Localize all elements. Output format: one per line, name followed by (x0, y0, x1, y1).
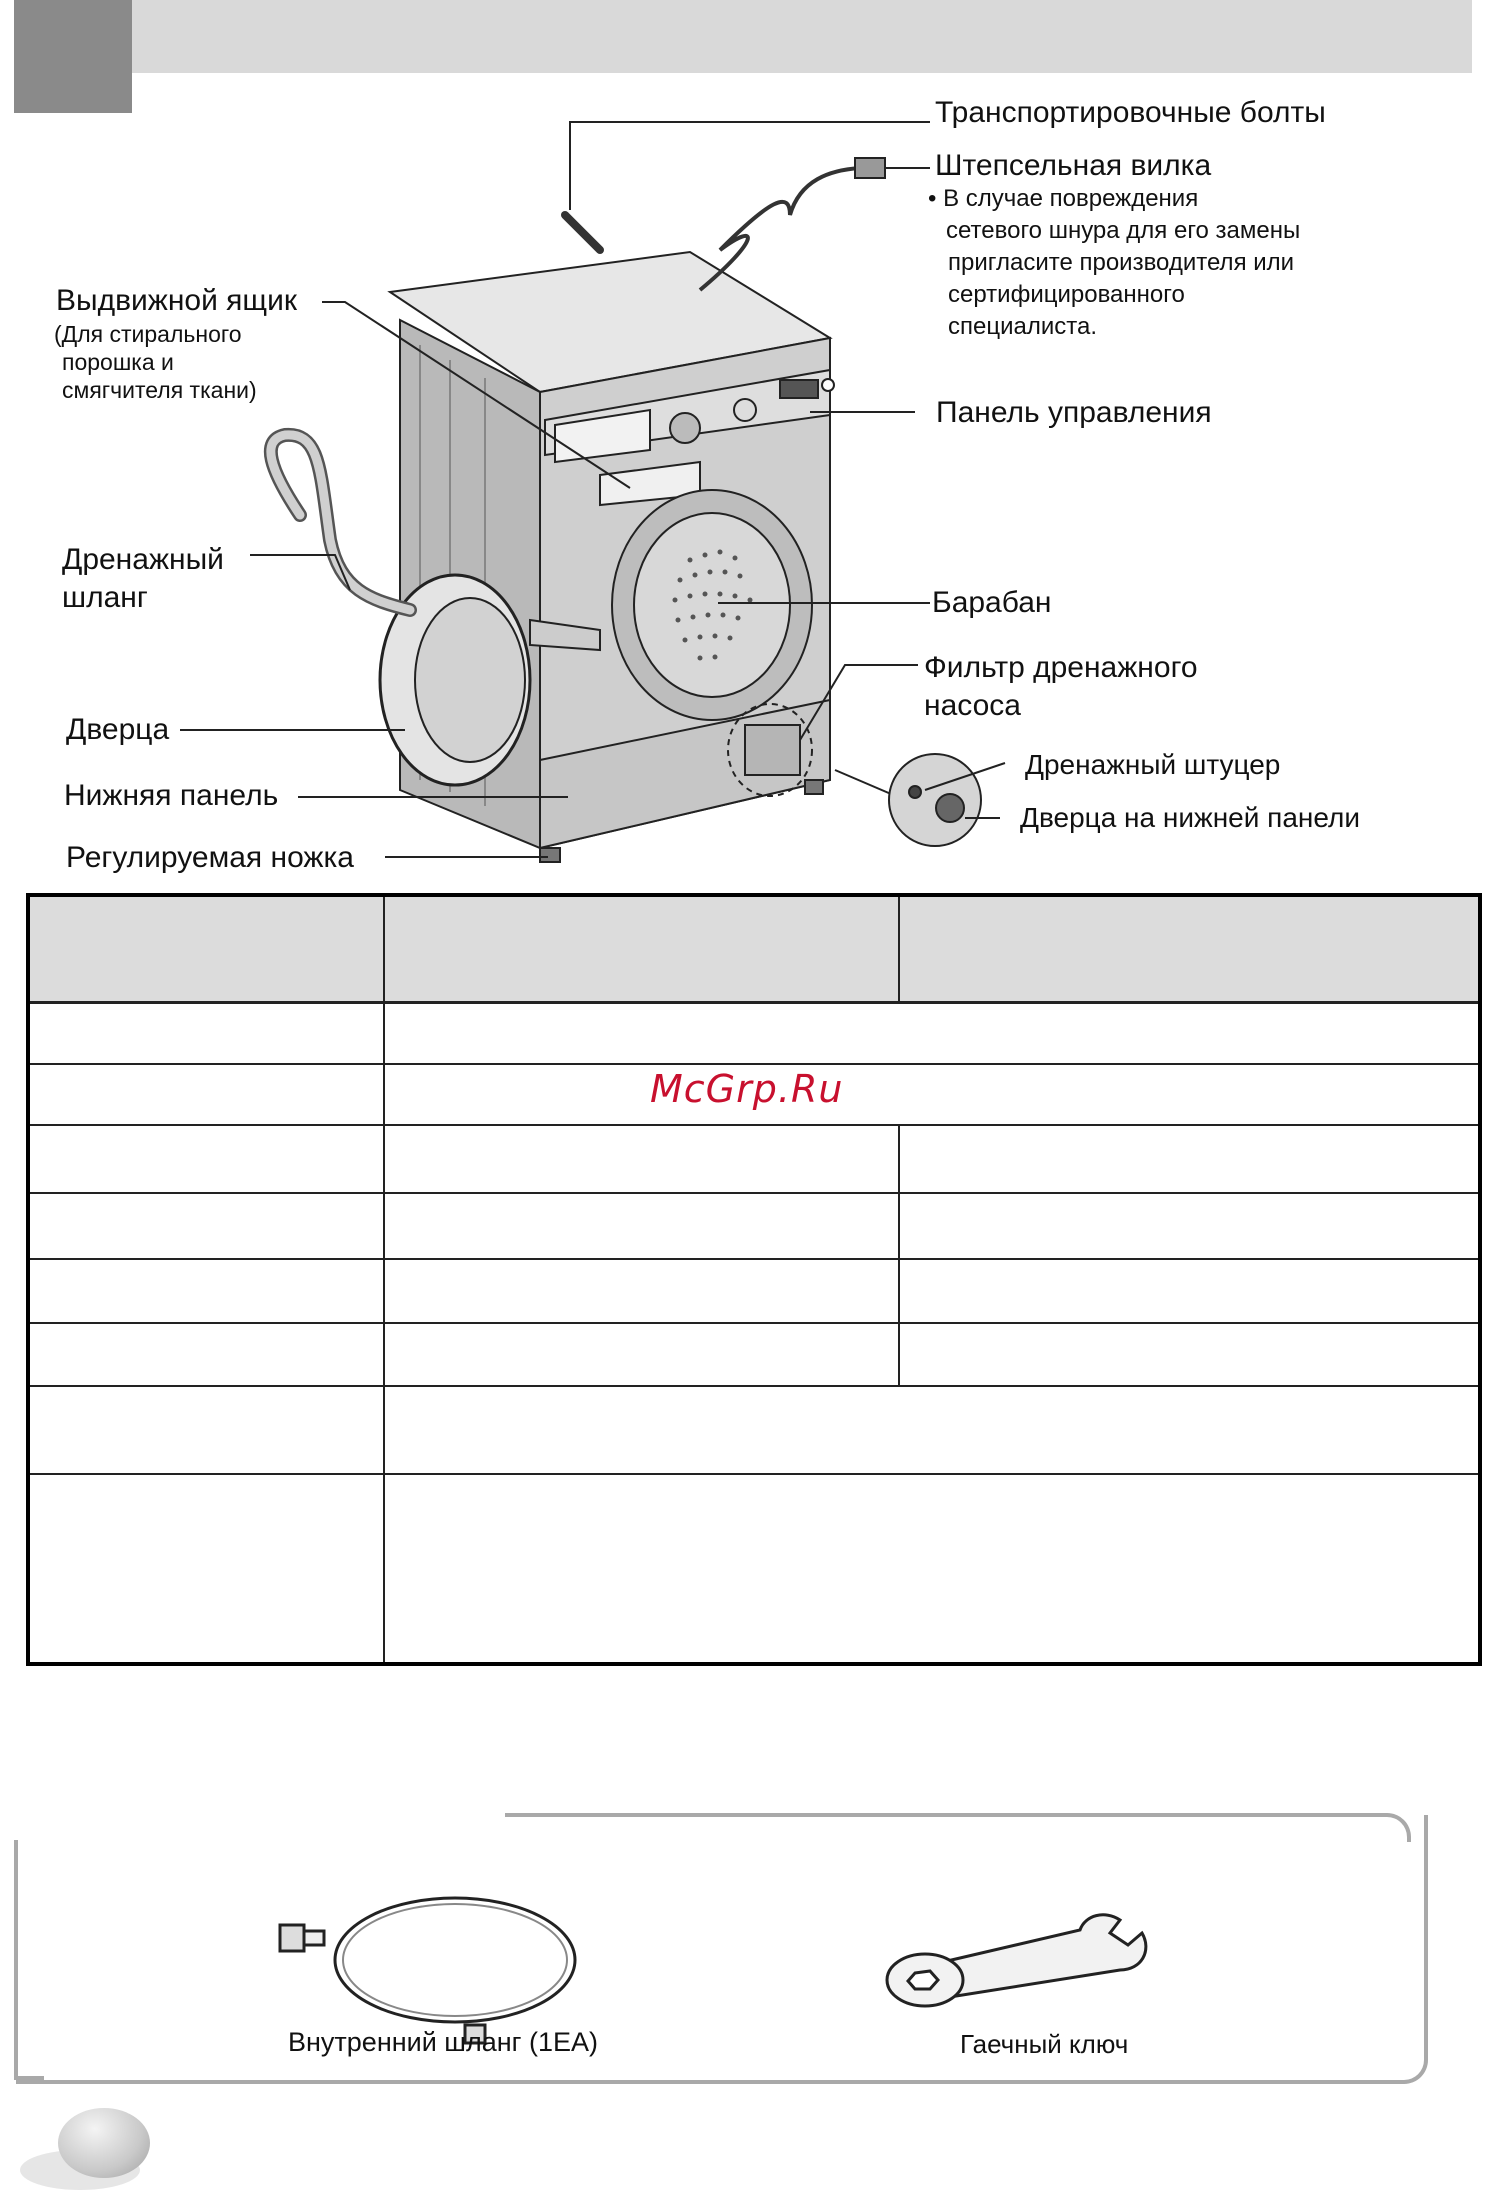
table-cell (384, 1064, 1480, 1125)
table-row (28, 1125, 1480, 1193)
drum (634, 513, 790, 697)
drawer-note-2: порошка и (62, 349, 174, 375)
label-lower-panel: Нижняя панель (64, 779, 279, 812)
watermark: McGrp.Ru (650, 1067, 844, 1111)
label-control-panel: Панель управления (936, 396, 1212, 429)
table-cell (28, 1064, 384, 1125)
label-drawer: Выдвижной ящик (56, 284, 297, 317)
table-header-cell (384, 895, 899, 1003)
table-header-cell (28, 895, 384, 1003)
lower-panel-zoom (889, 754, 981, 846)
page-marker (58, 2108, 150, 2178)
plug-note (928, 183, 1300, 343)
drawer-note-3: смягчителя ткани) (62, 377, 257, 403)
table-row (28, 1003, 1480, 1064)
table-cell (28, 1323, 384, 1386)
table-cell (28, 1259, 384, 1323)
table-cell (899, 1193, 1480, 1259)
plug-note-line-1: • В случае повреждения (928, 185, 1199, 212)
pump-filter-cover (745, 725, 800, 775)
table-row (28, 1259, 1480, 1323)
table-row (28, 1386, 1480, 1474)
program-knob (670, 413, 700, 443)
table-cell (899, 1125, 1480, 1193)
table-cell (28, 1474, 384, 1664)
label-lower-panel-door: Дверца на нижней панели (1020, 802, 1360, 833)
label-drain-hose-1: Дренажный (62, 543, 224, 576)
power-plug (855, 158, 885, 178)
label-drum: Барабан (932, 586, 1052, 619)
label-adjustable-foot: Регулируемая ножка (66, 841, 354, 874)
table-cell (28, 1386, 384, 1474)
label-drain-plug: Дренажный штуцер (1025, 749, 1281, 780)
wrench-icon (880, 1905, 1160, 2015)
table-cell (28, 1125, 384, 1193)
power-cord (700, 168, 860, 290)
label-plug: Штепсельная вилка (935, 149, 1212, 182)
table-cell (384, 1386, 1480, 1474)
table-row (28, 1474, 1480, 1664)
table-cell (899, 1323, 1480, 1386)
label-pump-filter-1: Фильтр дренажного (924, 651, 1198, 684)
table-cell (28, 1003, 384, 1064)
drain-hose (271, 435, 410, 610)
label-pump-filter-2: насоса (924, 689, 1021, 722)
plug-note-line-5: специалиста. (948, 313, 1097, 340)
table-header-row (28, 895, 1480, 1003)
table-row (28, 1323, 1480, 1386)
transport-bolt (565, 215, 600, 250)
accessories-frame-corner (14, 2076, 44, 2080)
accessories-frame-left (14, 1840, 18, 2080)
table-row (28, 1193, 1480, 1259)
inlet-hose-icon (270, 1885, 600, 2045)
table-cell (899, 1259, 1480, 1323)
foot (540, 848, 560, 862)
table-cell (384, 1323, 899, 1386)
table-cell (28, 1193, 384, 1259)
spec-table (26, 893, 1482, 1666)
table-cell (384, 1125, 899, 1193)
table-cell (384, 1003, 1480, 1064)
accessory-label-hose: Внутренний шланг (1EA) (288, 2027, 599, 2057)
label-door: Дверца (66, 713, 170, 746)
accessory-label-wrench: Гаечный ключ (960, 2029, 1129, 2059)
plug-note-line-4: сертифицированного (948, 281, 1185, 308)
label-transport-bolts: Транспортировочные болты (935, 96, 1326, 129)
table-header-cell (899, 895, 1480, 1003)
plug-note-line-2: сетевого шнура для его замены (946, 217, 1301, 244)
table-cell (384, 1193, 899, 1259)
accessories-frame (16, 1815, 1428, 2084)
plug-note-line-3: пригласите производителя или (948, 249, 1295, 276)
drawer-note-1: (Для стирального (54, 321, 242, 347)
label-drain-hose-2: шланг (62, 581, 148, 614)
table-cell (384, 1259, 899, 1323)
table-cell (384, 1474, 1480, 1664)
